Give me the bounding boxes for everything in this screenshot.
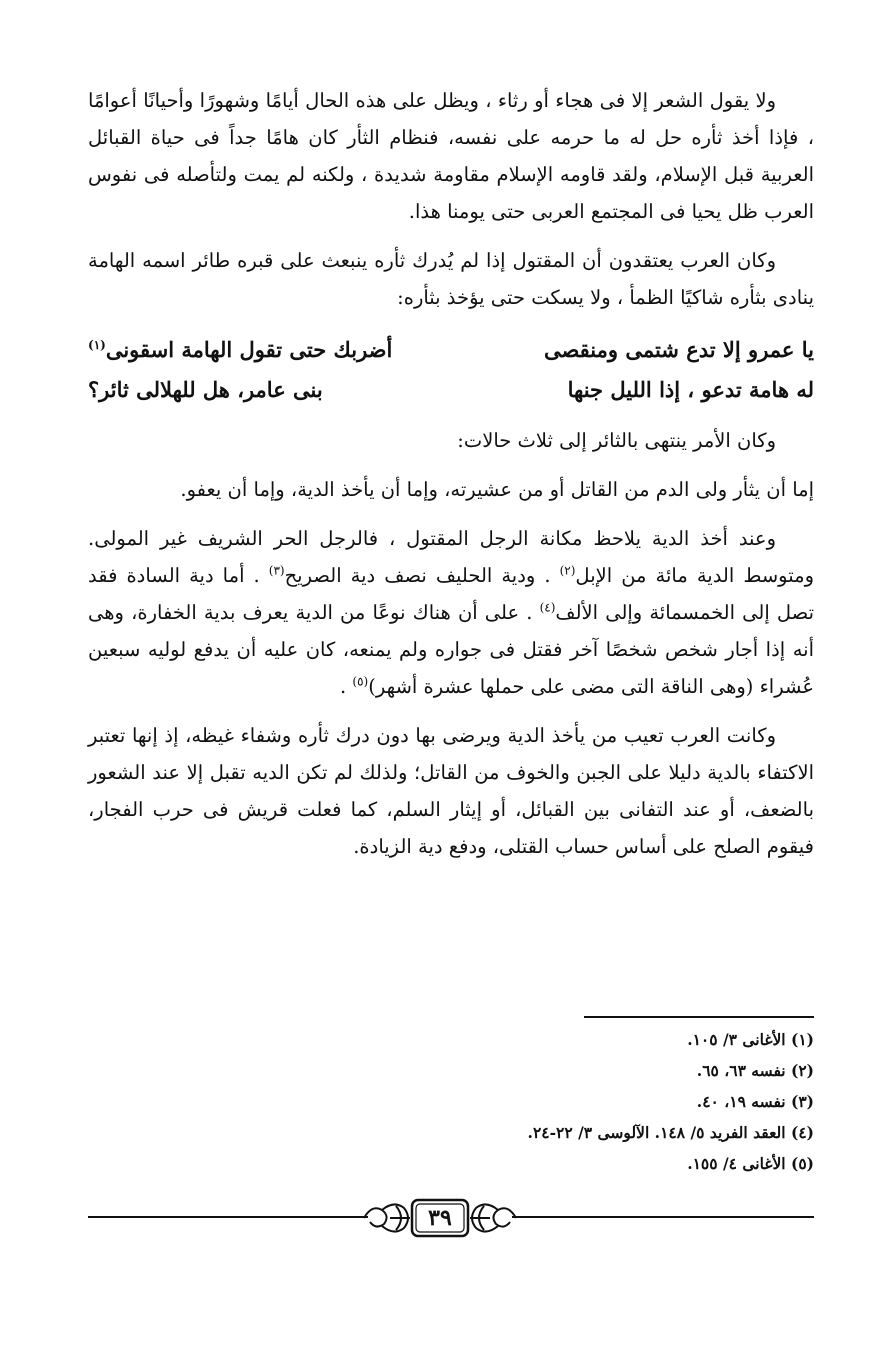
poem-verse-1-first-hemistich: يا عمرو إلا تدع شتمى ومنقصى <box>543 337 814 362</box>
paragraph-5: وعند أخذ الدية يلاحظ مكانة الرجل المقتول ، فالرجل الحر الشريف غير المولى. ومتوسط الدية مائة من الإبل$^{(٢)}$ . ودية الحليف نصف دية الصريح$^{(٣)}$ . أما دية السادة فقد تصل إلى الخمسمائة وإلى الألف$^{(٤)}$ . على أن هناك نوعًا من الدية يعرف بدية الخفارة، وهى أنه إذا أجار شخص شخصًا آخر فقتل فى جواره ولم يمنعه، كان عليه أن يدفع لوليه سبعين عُشراء (وهى الناقة التى مضى على حملها عشرة أشهر)$^{(٥)}$ . <box>88 527 814 698</box>
footer-rule-right <box>512 1216 814 1218</box>
footnote-ref-5: (٥) <box>352 674 369 689</box>
poem-verse-1 <box>88 330 814 370</box>
paragraph-3: وكان الأمر ينتهى بالثائر إلى ثلاث حالات: <box>457 429 776 452</box>
footnote-ref-3: (٣) <box>268 563 285 578</box>
footnotes <box>300 1024 814 1179</box>
footnote-ref-4: (٤) <box>539 600 556 615</box>
poem-verse-2 <box>88 370 814 410</box>
footnote-2: (٢) نفسه ٦٣، ٦٥. <box>696 1061 814 1080</box>
poem-verse-2-first-hemistich: له هامة تدعو ، إذا الليل جنها <box>567 377 814 402</box>
paragraph-2: وكان العرب يعتقدون أن المقتول إذا لم يُدرك ثأره ينبعث على قبره طائر اسمه الهامة ينادى بثأره شاكيًا الظمأ ، ولا يسكت حتى يؤخذ بثأره: <box>88 249 814 309</box>
footnote-separator <box>584 1016 814 1018</box>
footnote-ref-1: (١) <box>88 338 106 352</box>
poem <box>88 330 814 410</box>
paragraph-1: ولا يقول الشعر إلا فى هجاء أو رثاء ، ويظل على هذه الحال أيامًا وشهورًا وأحيانًا أعوامًا ، فإذا أخذ ثأره حل له ما حرمه على نفسه، فنظام الثأر كان هامًا جداً فى حياة القبائل العربية قبل الإسلام، ولقد قاومه الإسلام مقاومة شديدة ، ولكنه لم يمت ولتأصله فى نفوس العرب ظل يحيا فى المجتمع العربى حتى يومنا هذا. <box>88 89 814 223</box>
footnote-3: (٣) نفسه ١٩، ٤٠. <box>696 1092 814 1111</box>
footnote-5: (٥) الأغانى ٤/ ١٥٥. <box>687 1154 814 1173</box>
paragraph-4: إما أن يثأر ولى الدم من القاتل أو من عشيرته، وإما أن يأخذ الدية، وإما أن يعفو. <box>180 478 814 501</box>
paragraph-6: وكانت العرب تعيب من يأخذ الدية ويرضى بها دون درك ثأره وشفاء غيظه، إذ إنها تعتبر الاكتفاء بالدية دليلا على الجبن والخوف من القاتل؛ ولذلك لم تكن الديه تقبل إلا عند الشعور بالضعف، أو عند التفانى بين القبائل، أو إيثار السلم، كما فعلت قريش فى حرب الفجار، فيقوم الصلح على أساس حساب القتلى، ودفع دية الزيادة. <box>88 724 814 858</box>
footnote-ref-2: (٢) <box>559 563 576 578</box>
page-number: ٣٩ <box>428 1205 452 1231</box>
footnote-1: (١) الأغانى ٣/ ١٠٥. <box>687 1030 814 1049</box>
poem-verse-2-second-hemistich: بنى عامر، هل للهلالى ثائر؟ <box>88 377 323 402</box>
poem-verse-1-second-hemistich: أضربك حتى تقول الهامة اسقونى$^{(١)}$ <box>88 337 393 362</box>
footer-rule-left <box>88 1216 368 1218</box>
footnote-4: (٤) العقد الفريد ٥/ ١٤٨. الآلوسى ٣/ ٢٢-٢٤. <box>527 1123 814 1142</box>
page-body <box>88 82 814 865</box>
